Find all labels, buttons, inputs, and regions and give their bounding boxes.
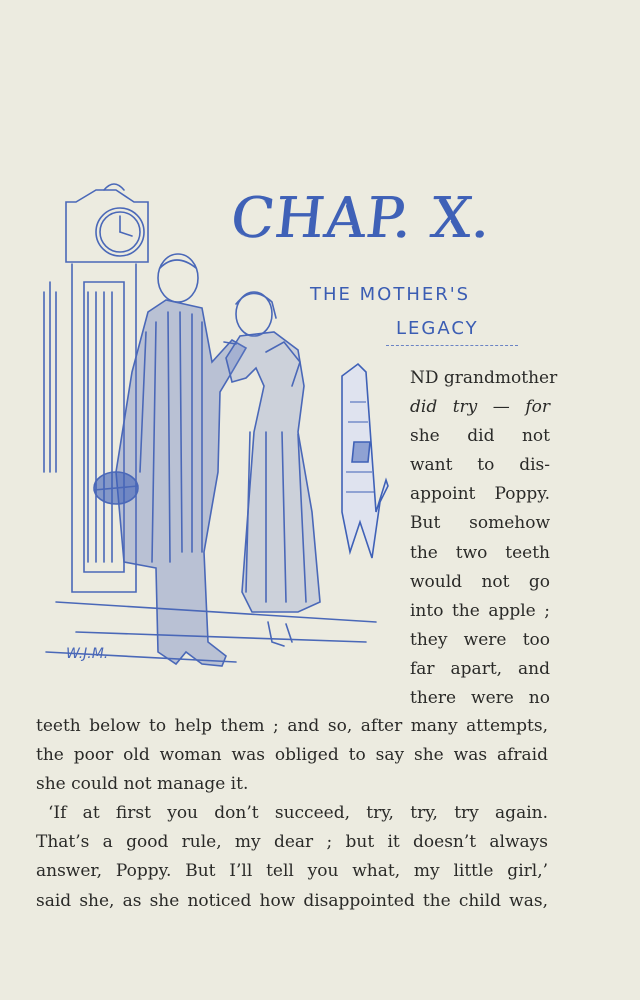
text-line: into the apple ; bbox=[410, 600, 550, 621]
drop-cap bbox=[338, 362, 390, 560]
body-text bbox=[36, 712, 548, 916]
woman-figure bbox=[224, 292, 320, 646]
text-line: teeth below to help them ; and so, after many attempts, bbox=[36, 716, 548, 736]
text-line: ND grandmother bbox=[410, 368, 558, 388]
text-column bbox=[410, 364, 558, 713]
text-line: there were no bbox=[410, 688, 550, 709]
text-line: did try — for bbox=[410, 397, 550, 418]
text-line: answer, Poppy. But I’ll tell you what, my little girl,’ bbox=[36, 861, 548, 882]
chapter-subtitle-line1: THE MOTHER'S bbox=[310, 284, 471, 305]
svg-text:A: A bbox=[363, 552, 365, 553]
text-line: the poor old woman was obliged to say she was afraid bbox=[36, 745, 548, 766]
man-figure bbox=[94, 254, 246, 666]
illustration-signature: W.J.M. bbox=[66, 646, 109, 662]
text-line: far apart, and bbox=[410, 658, 550, 679]
chapter-heading: CHAP. X. bbox=[228, 186, 496, 251]
chapter-subtitle-line2: LEGACY bbox=[396, 318, 479, 339]
text-line: they were too bbox=[410, 629, 550, 650]
text-line: But somehow bbox=[410, 513, 550, 534]
text-line: appoint Poppy. bbox=[410, 484, 550, 505]
text-line: said she, as she noticed how disappointed the child was, bbox=[36, 890, 548, 911]
text-line: the two teeth bbox=[410, 542, 550, 563]
text-line: ‘If at first you don’t succeed, try, try, try again. bbox=[48, 803, 548, 824]
subtitle-rule bbox=[386, 345, 518, 346]
text-line: she could not manage it. bbox=[36, 774, 249, 795]
text-line: she did not bbox=[410, 426, 550, 447]
text-line: would not go bbox=[410, 571, 550, 592]
text-line: want to dis- bbox=[410, 455, 550, 476]
text-line: That’s a good rule, my dear ; but it doesn’t always bbox=[36, 832, 548, 853]
